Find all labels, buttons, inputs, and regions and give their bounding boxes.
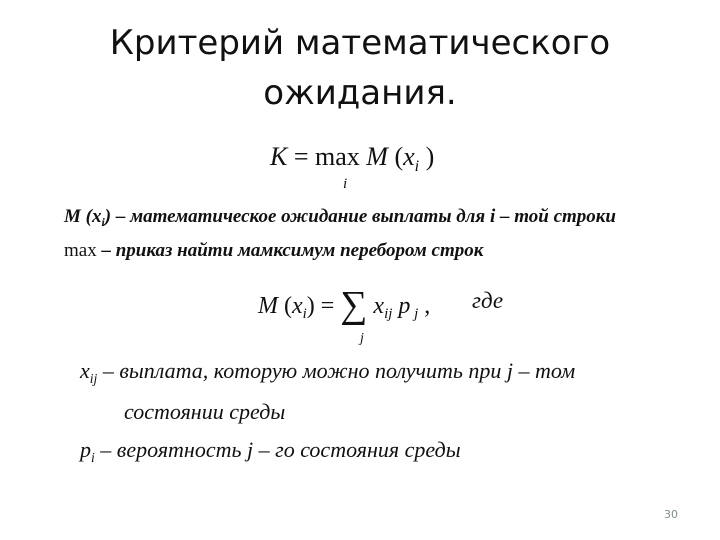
formula-m-close: ) = bbox=[306, 293, 341, 319]
title-line-1: Критерий математического bbox=[109, 23, 611, 63]
formula-m-term2: p bbox=[392, 293, 411, 319]
formula-m-term1-sub: ij bbox=[384, 306, 393, 323]
desc-max-op: max bbox=[64, 240, 97, 261]
formula-k bbox=[270, 142, 435, 192]
page-number: 30 bbox=[664, 508, 678, 521]
def-p-var: p bbox=[80, 437, 91, 462]
formula-m-lhs: M bbox=[258, 293, 278, 319]
def-x-var-sub: ij bbox=[89, 370, 98, 386]
formula-k-var-sub: i bbox=[414, 157, 420, 175]
formula-k-max-sub: i bbox=[343, 176, 348, 192]
def-x-text: – выплата, которую можно получить при j – том bbox=[97, 358, 576, 383]
formula-k-open: ( bbox=[387, 142, 404, 171]
formula-m-var: x bbox=[292, 293, 303, 319]
formula-k-var: x bbox=[403, 142, 415, 171]
desc-m-expr-sub: i bbox=[101, 216, 105, 230]
formula-k-max: max bbox=[315, 142, 360, 171]
description-max bbox=[64, 239, 483, 263]
desc-m-text: – математическое ожидание выплаты для i – той строки bbox=[111, 206, 616, 227]
slide-title bbox=[60, 18, 660, 118]
sum-symbol: ∑ bbox=[340, 284, 368, 326]
definition-x bbox=[80, 357, 575, 388]
formula-k-lhs: K bbox=[270, 142, 288, 171]
formula-m-comma: , bbox=[418, 293, 431, 319]
formula-m-term1: x bbox=[367, 293, 385, 319]
formula-m-open: ( bbox=[278, 293, 292, 319]
def-p-text: – вероятность j – го состояния среды bbox=[94, 437, 461, 462]
formula-k-close: ) bbox=[419, 142, 435, 171]
description-m bbox=[64, 205, 616, 231]
formula-m-var-sub: i bbox=[302, 306, 307, 323]
desc-max-text: – приказ найти мамксимум перебором строк bbox=[96, 240, 484, 261]
sum-index: j bbox=[360, 331, 364, 346]
formula-k-m: M bbox=[359, 142, 388, 171]
def-p-var-sub: i bbox=[91, 449, 95, 465]
desc-m-expr: M (x bbox=[64, 206, 102, 227]
formula-m bbox=[258, 284, 431, 346]
formula-m-term2-sub: j bbox=[410, 306, 419, 323]
definition-p bbox=[80, 436, 461, 467]
desc-m-expr-close: ) bbox=[104, 206, 112, 227]
where-label: где bbox=[472, 288, 504, 313]
formula-k-eq: = bbox=[287, 142, 316, 171]
definition-x-continued: состоянии среды bbox=[124, 399, 286, 424]
def-x-var: x bbox=[80, 358, 90, 383]
title-line-2: ожидания. bbox=[263, 73, 457, 113]
